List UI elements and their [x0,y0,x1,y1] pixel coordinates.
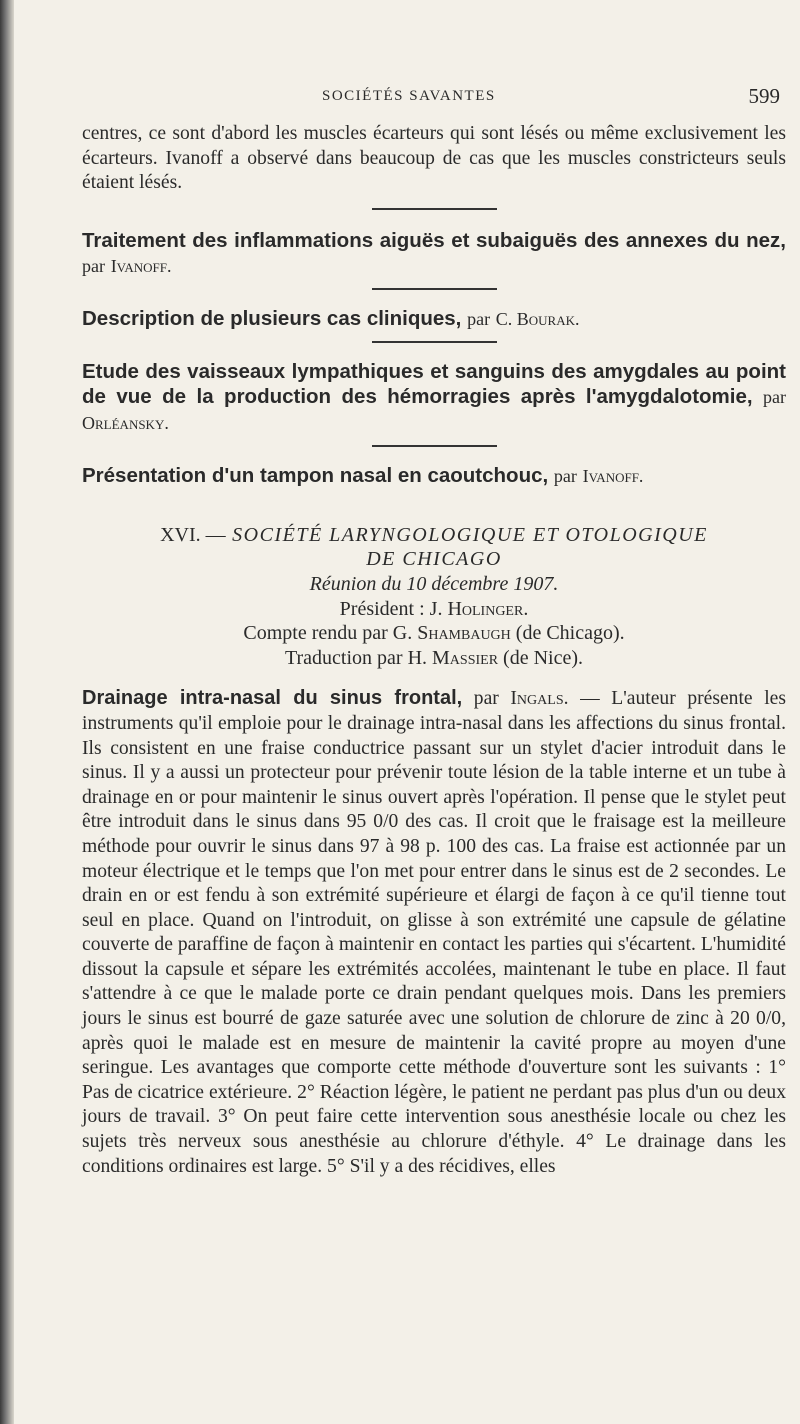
title-by: par [82,255,105,276]
title-author: Ivanoff. [582,465,644,486]
title-entry [82,463,786,489]
divider-rule [372,208,497,210]
title-text: Présentation d'un tampon nasal en caoutchouc, [82,463,549,487]
report-line [82,621,786,646]
article-body: — L'auteur présente les instruments qu'il emploie pour le drainage intra-nasal dans les affections du sinus frontal. Ils consistent en une fraise conductrice passant sur un stylet d'acier introduit dans le sinus. Il y a aussi un protecteur pour prévenir toute lésion de la table interne et un tube à drainage en or pour maintenir le sinus ouvert après l'opération. Il pense que le stylet peut être introduit dans le sinus dans 95 0/0 des cas. Il croit que le fraisage est la meilleure méthode pour ouvrir le sinus dans 97 à 98 p. 100 des cas. La fraise est actionnée par un moteur électrique et le temps que l'on met pour entrer dans le sinus est de 2 secondes. Le drain en or est fendu à son extrémité supérieure et élargi de façon à ce qu'il tienne tout seul en place. Quand on l'introduit, on glisse à son extrémité une capsule de gélatine couverte de paraffine de façon à maintenir en contact les parties qui s'écartent. L'humidité dissout la capsule et sépare les extrémités accolées, maintenant le tube en place. Il faut s'attendre à ce que le malade porte ce drain pendant quelques mois. Dans les premiers jours le sinus est bourré de gaze saturée avec une solution de chlorure de zinc à 20 0/0, après quoi le malade est en mesure de maintenir la cavité propre au moyen d'une seringue. Les avantages que comporte cette méthode d'ouverture sont les suivants : 1° Pas de cicatrice extérieure. 2° Réaction légère, le patient ne perdant pas plus d'un ou deux jours de travail. 3° On peut faire cette intervention sous anesthésie locale ou chez les sujets très nerveux sous anesthésie au chlorure d'éthyle. 4° Le drainage dans les conditions ordinaires est large. 5° S'il y a des récidives, elles [82,688,786,1177]
society-name-line2: DE CHICAGO [366,548,502,571]
book-binding-edge [0,0,14,1424]
translator-place: (de Nice). [503,646,583,669]
intro-paragraph: centres, ce sont d'abord les muscles écarteurs qui sont lésés ou même exclusivement les écarteurs. Ivanoff a observé dans beaucoup de cas que les muscles constricteurs seuls étaient lésés. [82,123,786,194]
translation-label: Traduction par [285,646,403,669]
title-text: Description de plusieurs cas cliniques, [82,306,462,330]
translation-line [82,646,786,671]
title-author: C. Bourak. [495,308,580,329]
society-name: SOCIÉTÉ LARYNGOLOGIQUE ET OTOLOGIQUE [232,523,708,546]
divider-rule [372,288,497,290]
article-title: Drainage intra-nasal du sinus frontal, [82,687,463,710]
title-by: par [467,308,491,329]
meeting-date: Réunion du 10 décembre 1907. [309,572,559,595]
report-place: (de Chicago). [515,622,625,645]
translator-name: H. Massier [407,646,499,669]
page-number: 599 [748,84,780,108]
title-author: Ivanoff. [110,255,172,276]
title-entry [82,306,786,332]
title-author: Orléansky. [82,412,169,433]
running-title: SOCIÉTÉS SAVANTES [322,88,496,104]
title-entry [82,228,786,279]
article-by: par [473,688,499,710]
society-name-line1 [82,523,786,548]
society-header [82,523,786,671]
page [82,86,786,1179]
report-label: Compte rendu par [243,622,388,645]
article-paragraph [82,686,786,1179]
divider-rule [372,341,497,343]
title-entry [82,359,786,436]
title-text: Etude des vaisseaux lympathiques et sanguins des amygdales au point de vue de la production des hémorragies après l'amygdalotomie, [82,359,786,408]
running-head [82,86,786,116]
president-name: J. Holinger. [429,597,529,620]
section-number: XVI. — [160,523,226,546]
report-author: G. Shambaugh [392,622,511,645]
title-text: Traitement des inflammations aiguës et subaiguës des annexes du nez, [82,228,786,252]
title-by: par [553,465,577,486]
president-line [82,597,786,622]
title-by: par [763,386,787,407]
president-label: Président : [339,597,425,620]
article-author: Ingals. [510,688,569,710]
divider-rule [372,445,497,447]
